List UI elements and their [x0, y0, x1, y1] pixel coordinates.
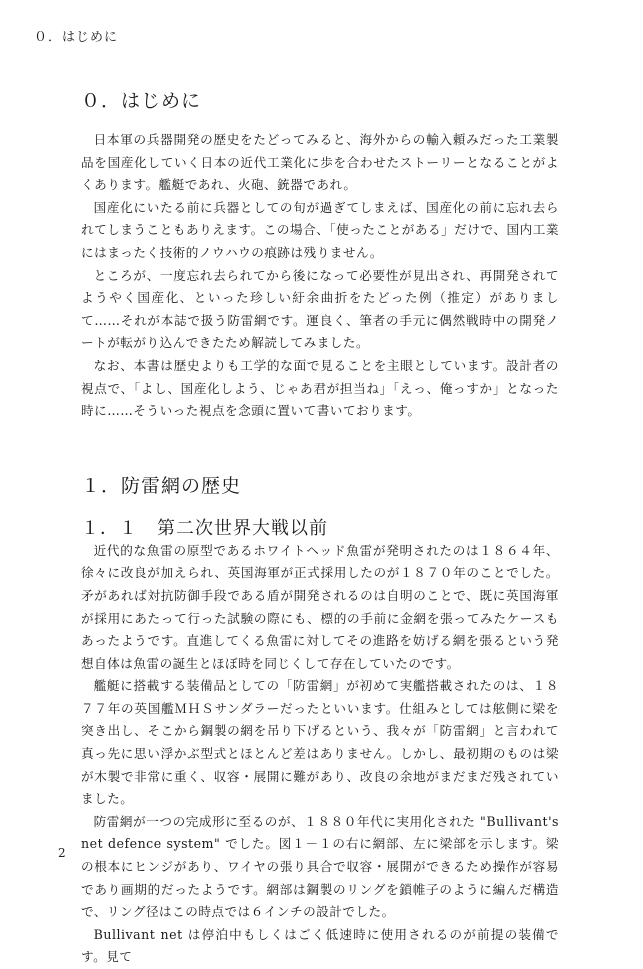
section-paragraph: 防雷網が一つの完成形に至るのが、１８８０年代に実用化された "Bullivant's net defence system" でした。図１－１の右に網部、左に梁部を示します。梁の根本にヒンジがあり、ワイヤの張り具合で収容・展開ができるため操作が容易であり画期的だったようです。網部は鋼製のリングを鎖帷子のように編んだ構造で、リング径はこの時点では６インチの設計でした。 — [81, 813, 559, 920]
intro-paragraph: 国産化にいたる前に兵器としての旬が過ぎてしまえば、国産化の前に忘れ去られてしまうこともありえます。この場合、「使ったことがある」だけで、国内工業にはまったく技術的ノウハウの痕跡は残りません。 — [81, 199, 559, 260]
page-number: 2 — [58, 846, 66, 860]
chapter-heading: １．防雷網の歴史 — [81, 474, 242, 497]
page-content — [81, 86, 559, 969]
intro-paragraph: なお、本書は歴史よりも工学的な面で見ることを主眼としています。設計者の視点で、「よし、国産化しよう、じゃあ君が担当ね」「えっ、俺っすか」となった時に……そういった視点を念頭に置いて書いております。 — [81, 357, 559, 419]
section-paragraph: Bullivant net は停泊中もしくはごく低速時に使用されるのが前提の装備です。見て — [81, 926, 559, 965]
section-paragraph: 艦艇に搭載する装備品としての「防雷網」が初めて実艦搭載されたのは、１８７７年の英国艦ＭＨＳサンダラーだったといいます。仕組みとしては舷側に梁を突き出し、そこから鋼製の網を吊り下げるという、我々が「防雷網」と言われて真っ先に思い浮かぶ型式とほとんど差はありません。しかし、最初期のものは梁が木製で非常に重く、収容・展開に難があり、改良の余地がまだまだ残されていました。 — [81, 678, 559, 807]
section-heading: １．１ 第二次世界大戦以前 — [81, 517, 328, 539]
section-paragraph: 近代的な魚雷の原型であるホワイトヘッド魚雷が発明されたのは１８６４年、徐々に改良が加えられ、英国海軍が正式採用したのが１８７０年のことでした。矛があれば対抗防御手段である盾が開発されるのは自明のことで、既に英国海軍が採用にあたって行った試験の際にも、標的の手前に金網を張ってみたケースもあったようです。直進してくる魚雷に対してその進路を妨げる網を張るという発想自体は魚雷の誕生とほぼ時を同じくして存在していたのです。 — [81, 542, 559, 671]
intro-paragraph: 日本軍の兵器開発の歴史をたどってみると、海外からの輸入頼みだった工業製品を国産化していく日本の近代工業化に歩を合わせたストーリーとなることがよくあります。艦艇であれ、火砲、銃器であれ。 — [81, 132, 559, 193]
intro-paragraph: ところが、一度忘れ去られてから後になって必要性が見出され、再開発されてようやく国産化、といった珍しい紆余曲折をたどった例（推定）がありまして……それが本誌で扱う防雷網です。運良く、筆者の手元に偶然戦時中の開発ノートが転がり込んできたため解読してみました。 — [81, 267, 559, 351]
intro-heading: ０．はじめに — [81, 90, 202, 112]
running-head: ０．はじめに — [34, 30, 119, 45]
